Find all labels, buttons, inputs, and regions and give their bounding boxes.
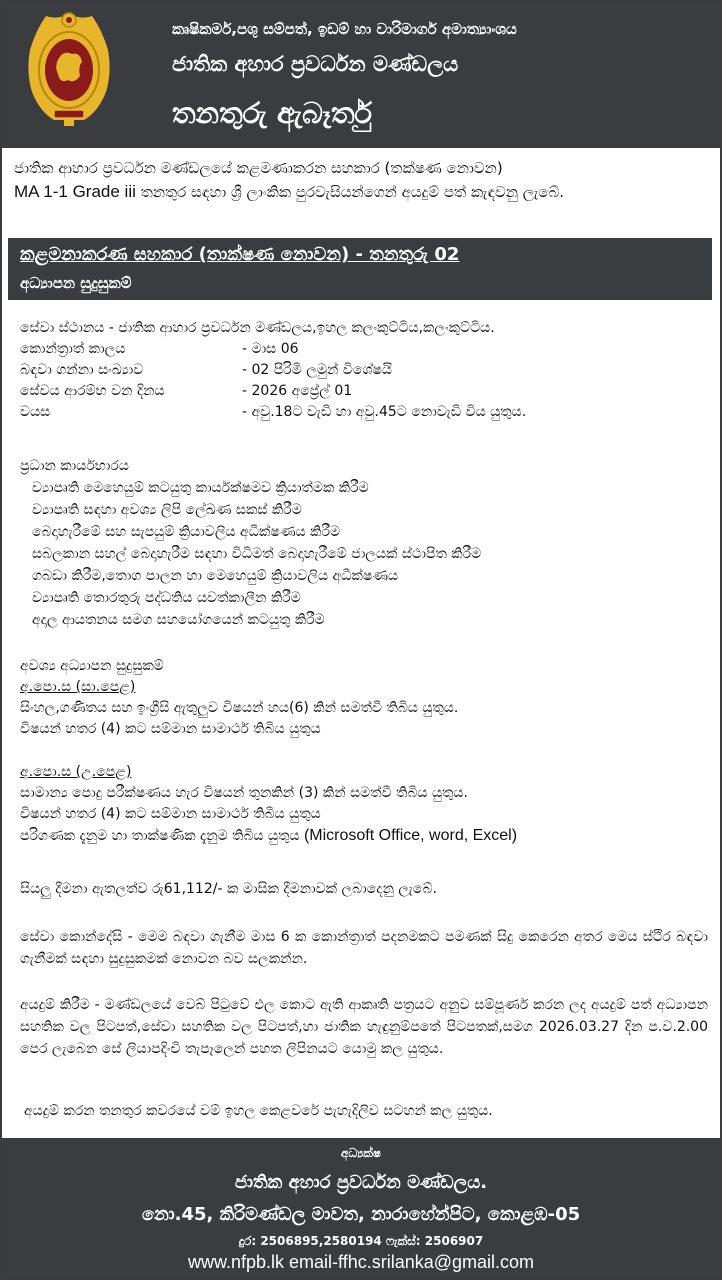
detail-row xyxy=(20,381,700,402)
board-name: ජාතික අහාර ප්‍රවර්ධන මණ්ඩලය xyxy=(172,52,459,76)
footer-director: අධ්‍යක්ෂ xyxy=(340,1146,382,1160)
detail-value: - අවු.18ට වැඩි හා අවු.45ට නොවැඩි විය යුතුය. xyxy=(242,404,527,420)
computer-apps: (Microsoft Office, word, Excel) xyxy=(303,827,518,844)
list-item: ව්‍යාපෘති මෙහෙයුම් කටයුතු කාර්යක්ෂමව ක්‍රියාත්මක කිරීම xyxy=(32,480,369,496)
list-item: ගබඩා කිරීම,තොග පාලන හා මෙහෙයුම් ක්‍රියාවලිය අධීක්ෂණය xyxy=(32,568,399,584)
al-requirement-1: සාමාන්‍ය පොදු පරීක්ෂණය හැර විෂයන් තුනකින් (3) කින් සමත්වී තිබිය යුතුය. xyxy=(20,785,468,801)
detail-value: - 2026 අප්‍රේල් 01 xyxy=(242,383,353,399)
list-item: ව්‍යාපෘති තොරතුරු පද්ධතිය යවත්කාලීන කිරීම xyxy=(32,590,301,606)
duties-heading: ප්‍රධාන කාර්යභාරය xyxy=(20,458,129,474)
detail-row xyxy=(20,339,700,360)
list-item: අදාල ආයතනය සමග සහයෝගයෙන් කටයුතු කිරීම xyxy=(32,612,325,628)
position-banner xyxy=(8,238,712,300)
intro-grade: MA 1-1 Grade iii xyxy=(14,182,136,201)
ol-title: අ.පො.ස (සා.පෙළ) xyxy=(20,679,136,695)
footer-board: ජාතික අහාර ප්‍රවර්ධන මණ්ඩලය. xyxy=(234,1172,488,1193)
computer-text: පරිගණක දැනුම හා තාක්ෂණික දැනුම තිබිය යුතුය xyxy=(20,828,300,844)
station-text: සේවා ස්ථානය - ජාතික ආහාර ප්‍රවර්ධන මණ්ඩලය,ඉහල කලංකුට්ටිය,කලංකුට්ටිය. xyxy=(20,320,495,336)
detail-label: වයස xyxy=(20,404,51,420)
position-subtitle: අධ්‍යාපන සුදුසුකම් xyxy=(20,274,132,292)
intro-line-2: තනතුර සඳහා ශ්‍රී ලාංකික පුරවැසියන්ගෙන් අයදුම් පත් කැඳවනු ලැබේ. xyxy=(140,183,565,201)
ministry-name: කෘෂිකර්ම,පශු සම්පත්, ඉඩම් හා වාරිමාර්ග අමාත්‍යාංශය xyxy=(172,20,517,38)
list-item: සබලකාන සහල් බෙදාහැරීම සඳහා විධිමත් බෙදාහැරීමේ ජාලයක් ස්ථාපිත කිරීම xyxy=(32,546,482,562)
vacancies-title: තනතුරු ඇබෑර්තු xyxy=(172,96,373,130)
footer-banner xyxy=(2,1138,720,1278)
detail-row xyxy=(20,360,700,381)
position-title: කළමනාකරණ සහකාර (තාක්ෂණ නොවන) - තනතුරු 02 xyxy=(20,244,460,265)
list-item: බෙදාහැරීමේ සහ සැපයුම් ක්‍රියාවලිය අධීක්ෂණය කිරීම xyxy=(32,524,341,540)
detail-value: - 02 පිරිමි ලමුන් විශේෂයි xyxy=(242,362,392,378)
footer-phone: දුර: 2506895,2580194 ෆැක්ස්: 2506907 xyxy=(238,1234,484,1248)
computer-requirement xyxy=(20,825,710,847)
intro-paragraph xyxy=(14,156,710,204)
list-item: ව්‍යාපෘති සඳහා අවශ්‍ය ලිපි ලේඛණ සකස් කිරීම xyxy=(32,502,302,518)
al-title: අ.පො.ස (උ.පෙළ) xyxy=(20,764,132,780)
envelope-note: අයදුම් කරන තනතුර කවරයේ වම් ඉහල කෙළවරේ පැහැදිලිව සටහන් කල යුතුය. xyxy=(24,1103,493,1119)
position-details xyxy=(20,318,700,423)
detail-value: - මාස 06 xyxy=(242,341,299,357)
conditions-paragraph: සේවා කොන්දේසි - මෙම බඳවා ගැනීම මාස 6 ක කොන්ත්‍රාත් පදනමකට පමණක් සිදු කෙරෙන අතර මෙය ස්ථිර බඳවා ගැනීමක් සඳහා සුදුසුකමක් නොවන බව සලකන්න. xyxy=(20,929,708,967)
intro-line-1: ජාතික ආහාර ප්‍රවර්ධන මණ්ඩලයේ කළමණාකරන සහකාර (තක්ෂණ නොවන) xyxy=(14,159,503,177)
duties-list xyxy=(20,477,481,631)
salary-paragraph: සියලු දීමනා ඇතලත්ව රු61,112/- ක මාසික දීමනාවක් ලබාදෙනු ලැබේ. xyxy=(20,881,437,897)
header-banner xyxy=(2,2,720,148)
detail-row xyxy=(20,402,700,423)
duties-section xyxy=(20,455,481,631)
detail-station xyxy=(20,318,700,339)
footer-web-email[interactable]: www.nfpb.lk email-ffhc.srilanka@gmail.com xyxy=(187,1252,535,1272)
quals-heading: අවශ්‍ය අධ්‍යාපන සුදුසුකම් xyxy=(20,658,164,674)
detail-label: බඳවා ගන්නා සංඛ්‍යාව xyxy=(20,362,144,378)
spacer xyxy=(20,740,710,762)
ol-requirement-1: සිංහල,ගණිතය සහ ඉංග්‍රීසි ඇතුලුව විෂයන් හය(6) කින් සමත්වී තිබිය යුතුය. xyxy=(20,700,459,716)
qualifications-section xyxy=(20,656,710,847)
ol-requirement-2: විෂයන් හතර (4) කට සම්මාන සාමාර්ථ තිබිය යුතුය xyxy=(20,721,321,737)
al-requirement-2: විෂයන් හතර (4) කට සම්මාන සාමාර්ථ තිබිය යුතුය xyxy=(20,806,321,822)
footer-address: නො.45, කිරිමණ්ඩල මාවත, නාරාහේන්පිට, කොළඹ-05 xyxy=(141,1204,581,1225)
sri-lanka-emblem-icon xyxy=(24,10,114,128)
detail-label: කොන්ත්‍රාත් කාලය xyxy=(20,341,126,357)
apply-paragraph: අයදුම් කිරීම - මණ්ඩලයේ වෙබ් පිටුවේ එල කොට ඇති ආකෘති පත්‍රයට අනුව සම්පූර්ණ කරන ලද අයදුම් පත් අධ්‍යාපන සහතික වල පිටපත්,සේවා සහතික වල පිටපත්,හා ජාතික හැඳුනුම්පතේ පිටපතක්,සමග 2026.03.27 දින ප.ව.2.00 පෙර ලැබෙන සේ ලියාපදිංචි තැපෑලෙන් පහත ලිපිනයට යොමු කල යුතුය. xyxy=(20,997,708,1057)
detail-label: සේවය ආරම්භ වන දිනය xyxy=(20,383,165,399)
